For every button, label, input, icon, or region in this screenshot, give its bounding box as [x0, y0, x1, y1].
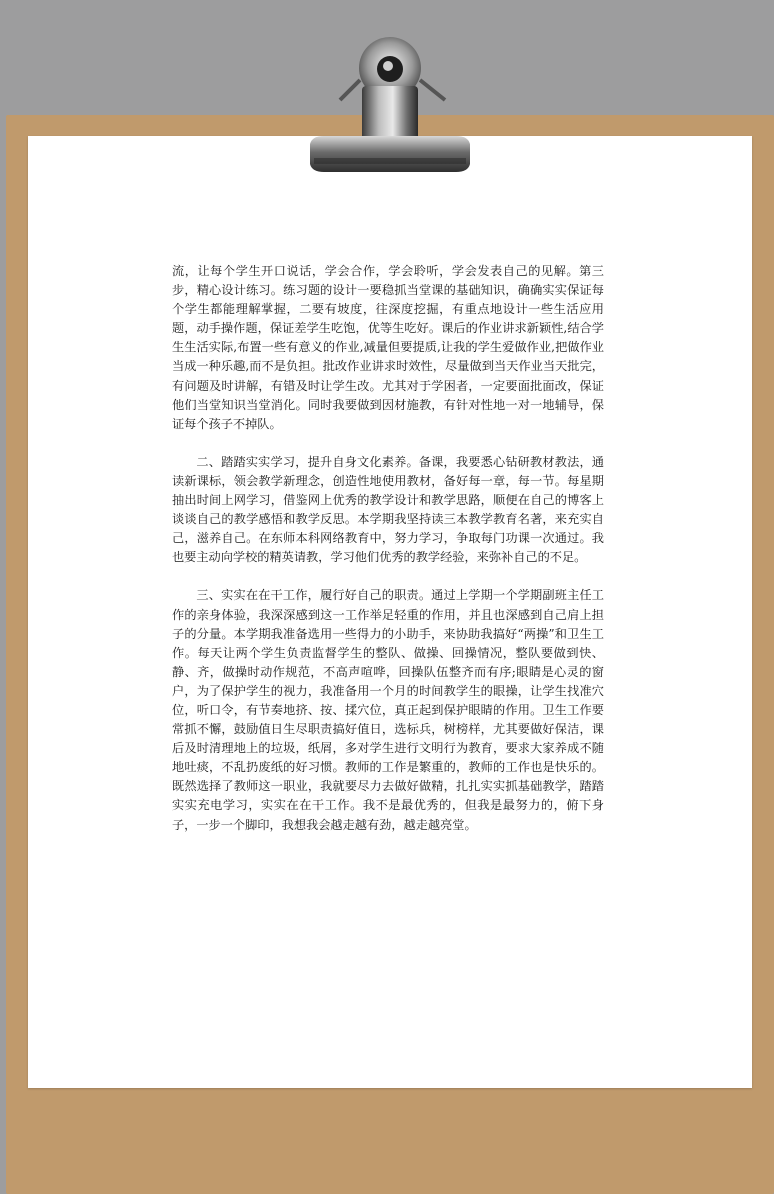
document-body: [172, 262, 604, 854]
paragraph-2: 二、踏踏实实学习，提升自身文化素养。备课，我要悉心钻研教材教法，通读新课标，领会教学新理念，创造性地使用教材，备好每一章，每一节。每星期抽出时间上网学习，借鉴网上优秀的教学设计和教学思路，顺便在自己的博客上谈谈自己的教学感悟和教学反思。本学期我坚持读三本教学教育名著，来充实自己，滋养自己。在东师本科网络教育中，努力学习，争取每门功课一次通过。我也要主动向学校的精英请教，学习他们优秀的教学经验，来弥补自己的不足。: [172, 454, 604, 565]
binder-clip-icon: [300, 22, 480, 182]
paragraph-3: 三、实实在在干工作，履行好自己的职责。通过上学期一个学期副班主任工作的亲身体验，我深深感到这一工作举足轻重的作用，并且也深感到自己肩上担子的分量。本学期我准备选用一些得力的小助手，来协助我搞好“两操”和卫生工作。每天让两个学生负责监督学生的整队、做操、回操情况，整队要做到快、静、齐，做操时动作规范，不高声喧哗，回操队伍整齐而有序;眼睛是心灵的窗户，为了保护学生的视力，我准备用一个月的时间教学生的眼操，让学生找准穴位，听口令，有节奏地挤、按、揉穴位，真正起到保护眼睛的作用。卫生工作要常抓不懈，鼓励值日生尽职责搞好值日，选标兵，树榜样，尤其要做好保洁，课后及时清理地上的垃圾，纸屑，多对学生进行文明行为教育，要求大家养成不随地吐痰，不乱扔废纸的好习惯。教师的工作是繁重的，教师的工作也是快乐的。既然选择了教师这一职业，我就要尽力去做好做精，扎扎实实抓基础教学，踏踏实实充电学习，实实在在干工作。我不是最优秀的，但我是最努力的，俯下身子，一步一个脚印，我想我会越走越有劲，越走越亮堂。: [172, 588, 604, 832]
paragraph-1: 流，让每个学生开口说话，学会合作，学会聆听，学会发表自己的见解。第三步，精心设计练习。练习题的设计一要稳抓当堂课的基础知识，确确实实保证每个学生都能理解掌握，二要有坡度，往深度挖掘，有重点地设计一些生活应用题，动手操作题，保证差学生吃饱，优等生吃好。课后的作业讲求新颖性,结合学生生活实际,布置一些有意义的作业,减量但要提质,让我的学生爱做作业,把做作业当成一种乐趣,而不是负担。批改作业讲求时效性，尽量做到当天作业当天批完，有问题及时讲解，有错及时让学生改。尤其对于学困者，一定要面批面改，保证他们当堂知识当堂消化。同时我要做到因材施教，有针对性地一对一地辅导，保证每个孩子不掉队。: [172, 264, 604, 431]
